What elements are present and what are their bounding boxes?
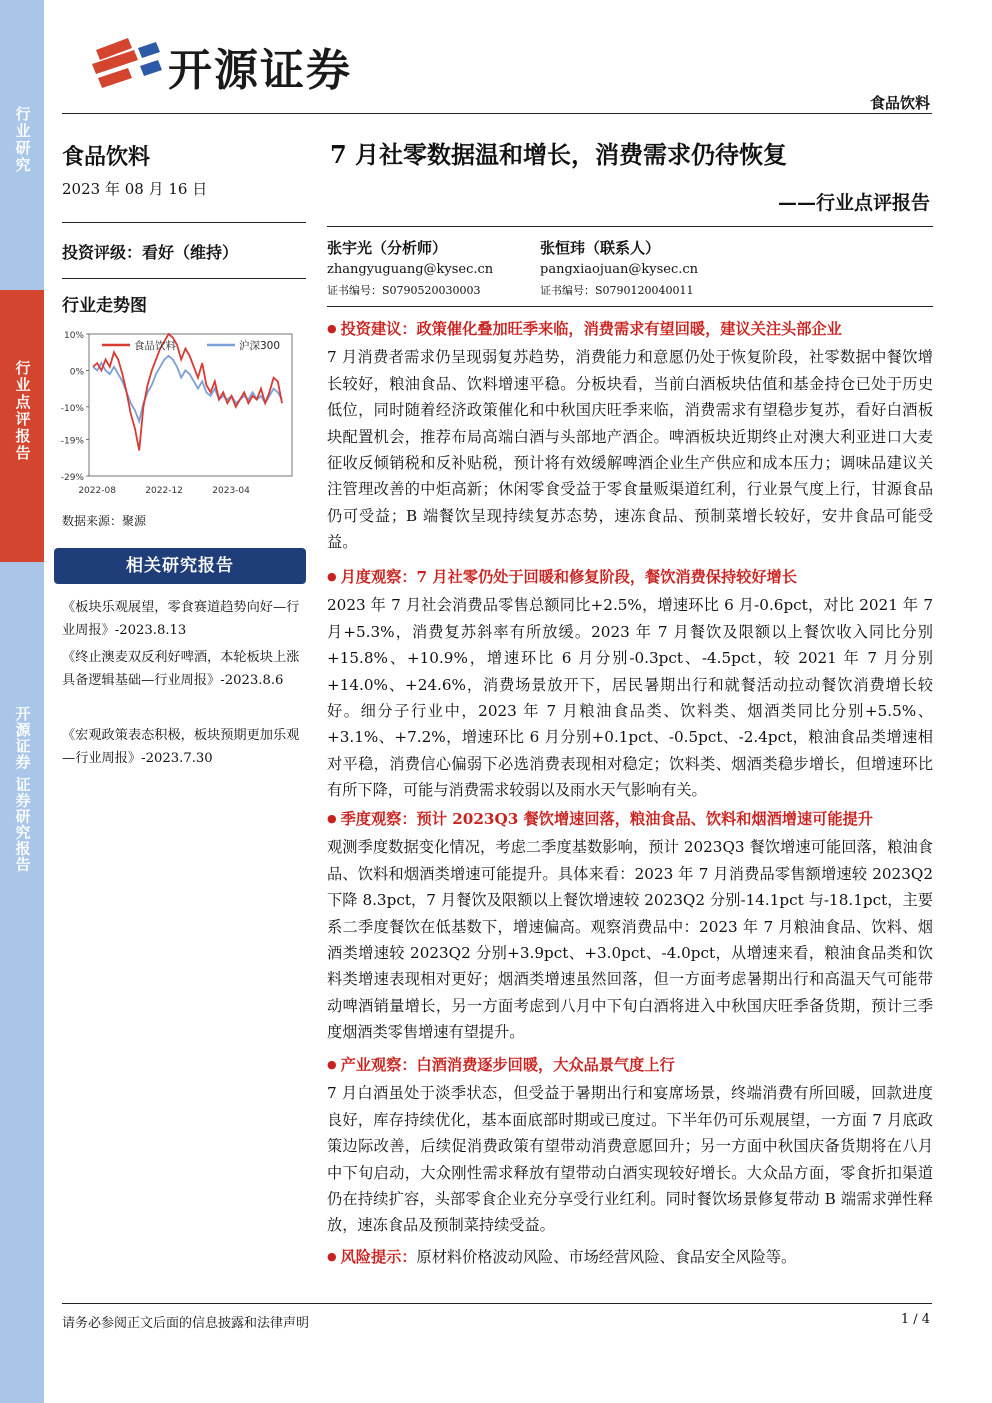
investment-rating: 投资评级：看好（维持） bbox=[62, 243, 239, 262]
chart-legend bbox=[102, 339, 280, 352]
side-label-middle bbox=[0, 360, 44, 467]
chart-y-axis bbox=[61, 331, 89, 483]
side-label-top-text: 行业研究 bbox=[13, 106, 32, 174]
analyst-2-email[interactable]: pangxiaojuan@kysec.cn bbox=[540, 262, 699, 277]
section-industry-observation bbox=[327, 1052, 933, 1239]
side-label-top bbox=[0, 106, 44, 179]
analyst-rule-top bbox=[327, 226, 933, 227]
trend-chart bbox=[52, 330, 302, 500]
side-band bbox=[0, 0, 44, 1403]
related-report-1[interactable]: 《板块乐观展望，零食赛道趋势向好—行业周报》-2023.8.13 bbox=[62, 600, 300, 638]
section-quarterly-observation bbox=[327, 806, 933, 1046]
chart-source: 数据来源：聚源 bbox=[62, 514, 147, 528]
bullet-icon: ● bbox=[327, 1058, 337, 1071]
header-sector-tag: 食品饮料 bbox=[869, 94, 930, 112]
related-report-3[interactable]: 《宏观政策表态积极，板块预期更加乐观—行业周报》-2023.7.30 bbox=[62, 728, 300, 766]
analyst-1 bbox=[327, 238, 493, 301]
analyst-2-name: 张恒玮（联系人） bbox=[540, 239, 661, 257]
analyst-1-cert: 证书编号：S0790520030003 bbox=[327, 284, 481, 297]
report-title: 7 月社零数据温和增长，消费需求仍待恢复 bbox=[330, 140, 788, 169]
side-label-bottom-text: 开源证券 证券研究报告 bbox=[13, 706, 32, 873]
related-report-2[interactable]: 《终止澳麦双反利好啤酒，本轮板块上涨具备逻辑基础—行业周报》-2023.8.6 bbox=[62, 650, 300, 688]
chart-y-tick-label: -19% bbox=[60, 436, 84, 447]
chart-x-tick-label: 2023-04 bbox=[212, 486, 250, 496]
brand-name: 开源证券 bbox=[168, 45, 352, 96]
section-risk bbox=[327, 1244, 933, 1272]
chart-series-line bbox=[93, 356, 282, 422]
section-heading: 季度观察：预计 2023Q3 餐饮增速回落，粮油食品、饮料和烟酒增速可能提升 bbox=[340, 810, 873, 828]
bullet-icon: ● bbox=[327, 570, 337, 583]
chart-plot-frame bbox=[89, 334, 292, 476]
bullet-icon: ● bbox=[327, 1250, 337, 1263]
analyst-2 bbox=[540, 238, 698, 301]
analyst-rule-bottom bbox=[327, 306, 933, 307]
brand-logo-icon bbox=[88, 30, 168, 90]
side-label-middle-text: 行业点评报告 bbox=[13, 360, 32, 462]
section-heading: 产业观察：白酒消费逐步回暖，大众品景气度上行 bbox=[340, 1056, 675, 1074]
chart-legend-label: 食品饮料 bbox=[134, 340, 176, 352]
footer-disclaimer: 请务必参阅正文后面的信息披露和法律声明 bbox=[62, 1316, 310, 1331]
related-reports-heading: 相关研究报告 bbox=[54, 548, 306, 584]
chart-x-tick-label: 2022-12 bbox=[145, 486, 183, 496]
analyst-1-email[interactable]: zhangyuguang@kysec.cn bbox=[327, 262, 494, 277]
chart-y-tick-label: -10% bbox=[60, 403, 84, 414]
section-investment-advice bbox=[327, 316, 933, 556]
bullet-icon: ● bbox=[327, 812, 337, 825]
section-heading: 月度观察：7 月社零仍处于回暖和修复阶段，餐饮消费保持较好增长 bbox=[340, 568, 797, 586]
chart-y-tick-label: -29% bbox=[60, 473, 84, 483]
left-rule-1 bbox=[62, 222, 306, 223]
chart-x-axis bbox=[78, 486, 250, 496]
analyst-1-name: 张宇光（分析师） bbox=[327, 239, 448, 257]
chart-y-tick-label: 0% bbox=[69, 367, 84, 378]
chart-legend-label: 沪深300 bbox=[239, 340, 281, 352]
report-date: 2023 年 08 月 16 日 bbox=[62, 180, 208, 198]
report-subtitle: ——行业点评报告 bbox=[777, 192, 930, 214]
section-body: 原材料价格波动风险、市场经营风险、食品安全风险等。 bbox=[416, 1248, 797, 1266]
section-body: 2023 年 7 月社会消费品零售总额同比+2.5%，增速环比 6 月-0.6pct，对比 2021 年 7 月+5.3%，消费复苏斜率有所放缓。2023 年 7 月餐饮及限额以上餐饮收入同比分别+15.8%、+10.9%，增速环比 6 月分别-0.3pct、-4.5pct，较 2021 年 7 月分别+14.0%、+24.6%，消费场景放开下，居民暑期出行和就餐活动拉动餐饮消费增长较好。细分子行业中，2023 年 7 月粮油食品类、饮料类、烟酒类同比分别+5.5%、+3.1%、+7.2%，增速环比 6 月分别+0.1pct、-0.5pct、-2.4pct，粮油食品类增速相对平稳，消费信心偏弱下必选消费表现相对稳定；饮料类、烟酒类稳步增长，但增速环比有所下降，可能与消费需求较弱以及雨水天气影响有关。 bbox=[327, 596, 933, 800]
trend-chart-title: 行业走势图 bbox=[62, 296, 147, 316]
chart-y-tick-label: 10% bbox=[63, 331, 84, 341]
section-body: 7 月白酒虽处于淡季状态，但受益于暑期出行和宴席场景，终端消费有所回暖，回款进度良好，库存持续优化，基本面底部时期或已度过。下半年仍可乐观展望，一方面 7 月底政策边际改善，后续促消费政策有望带动消费意愿回升；另一方面中秋国庆备货期将在八月中下旬启动，大众刚性需求释放有望带动白酒实现较好增长。大众品方面，零食折扣渠道仍在持续扩容，头部零食企业充分享受行业红利。同时餐饮场景修复带动 B 端需求弹性释放，速冻食品及预制菜持续受益。 bbox=[327, 1084, 933, 1235]
section-body: 观测季度数据变化情况，考虑二季度基数影响，预计 2023Q3 餐饮增速可能回落，粮油食品、饮料和烟酒类增速可能提升。具体来看：2023 年 7 月消费品零售额增速较 2023Q2 下降 8.3pct，7 月餐饮及限额以上餐饮增速较 2023Q2 分别-14.1pct 与-18.1pct，主要系二季度餐饮在低基数下，增速偏高。观察消费品中：2023 年 7 月粮油食品、饮料、烟酒类增速较 2023Q2 分别+3.9pct、+3.0pct、-4.0pct，从增速来看，粮油食品类和饮料类增速表现相对更好；烟酒类增速虽然回落，但一方面考虑暑期出行和高温天气可能带动啤酒销量增长，另一方面考虑到八月中下旬白酒将进入中秋国庆旺季备货期，预计三季度烟酒类零售增速有望提升。 bbox=[327, 838, 933, 1042]
section-heading: 投资建议：政策催化叠加旺季来临，消费需求有望回暖，建议关注头部企业 bbox=[340, 320, 842, 338]
section-monthly-observation bbox=[327, 564, 933, 804]
section-heading: 风险提示： bbox=[340, 1248, 417, 1266]
bullet-icon: ● bbox=[327, 322, 337, 335]
side-label-bottom bbox=[0, 706, 44, 877]
chart-x-tick-label: 2022-08 bbox=[78, 486, 116, 496]
analyst-2-cert: 证书编号：S0790120040011 bbox=[540, 284, 694, 297]
page-number: 1 / 4 bbox=[900, 1312, 930, 1327]
header-rule bbox=[62, 113, 932, 114]
left-rule-2 bbox=[62, 278, 306, 279]
section-body: 7 月消费者需求仍呈现弱复苏趋势，消费能力和意愿仍处于恢复阶段，社零数据中餐饮增长较好，粮油食品、饮料增速平稳。分板块看，当前白酒板块估值和基金持仓已处于历史低位，同时随着经济政策催化和中秋国庆旺季来临，消费需求有望稳步复苏，看好白酒板块配置机会，推荐布局高端白酒与头部地产酒企。啤酒板块近期终止对澳大利亚进口大麦征收反倾销税和反补贴税，预计将有效缓解啤酒企业生产供应和成本压力；调味品建议关注管理改善的中炬高新；休闲零食受益于零食量贩渠道红利，行业景气度上行，甘源食品仍可受益；B 端餐饮呈现持续复苏态势，速冻食品、预制菜增长较好，安井食品可能受益。 bbox=[327, 348, 933, 552]
footer-rule bbox=[62, 1303, 932, 1304]
sector-name: 食品饮料 bbox=[62, 144, 151, 170]
